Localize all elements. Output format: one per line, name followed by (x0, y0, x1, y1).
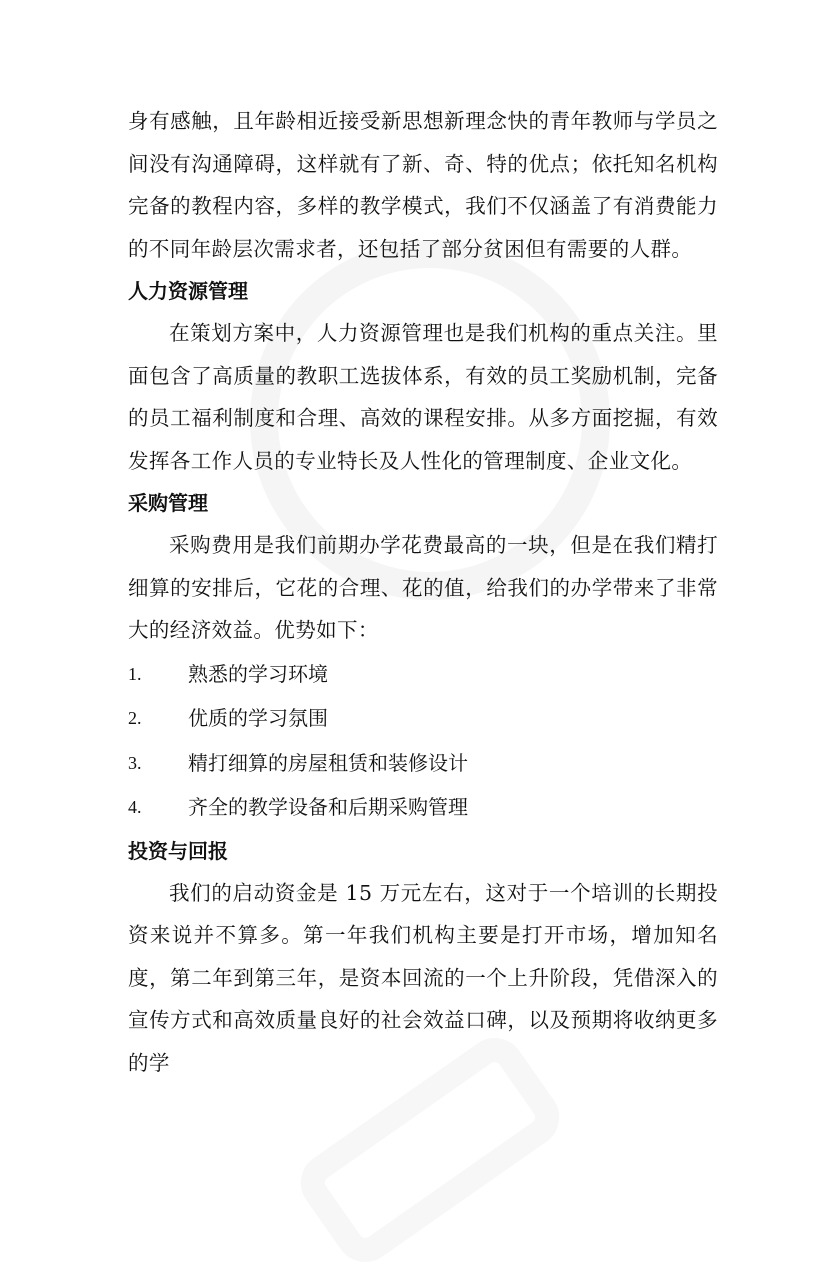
purchase-paragraph: 采购费用是我们前期办学花费最高的一块，但是在我们精打细算的安排后，它花的合理、花的值，给我们的办学带来了非常大的经济效益。优势如下： (128, 533, 718, 642)
list-text: 优质的学习氛围 (188, 706, 328, 730)
list-item (128, 741, 718, 786)
purchase-heading: 采购管理 (128, 491, 208, 515)
list-number: 3. (128, 752, 142, 773)
hr-paragraph: 在策划方案中，人力资源管理也是我们机构的重点关注。里面包含了高质量的教职工选拔体系，有效的员工奖励机制，完备的员工福利制度和合理、高效的课程安排。从多方面挖掘，有效发挥各工作人员的专业特长及人性化的管理制度、企业文化。 (128, 321, 718, 473)
list-text: 齐全的教学设备和后期采购管理 (188, 795, 468, 819)
hr-heading: 人力资源管理 (128, 279, 248, 303)
list-number: 2. (128, 708, 142, 728)
list-number: 1. (128, 663, 142, 684)
list-text: 精打细算的房屋租赁和装修设计 (188, 750, 468, 775)
invest-paragraph: 我们的启动资金是 15 万元左右，这对于一个培训的长期投资来说并不算多。第一年我们机构主要是打开市场，增加知名度，第二年到第三年，是资本回流的一个上升阶段，凭借深入的宣传方式和高效质量良好的社会效益口碑，以及预期将收纳更多的学 (128, 880, 718, 1075)
advantages-list (128, 652, 718, 830)
list-item (128, 785, 718, 830)
list-item (128, 652, 718, 697)
document-page (128, 100, 718, 1084)
list-number: 4. (128, 797, 142, 817)
list-text: 熟悉的学习环境 (188, 661, 328, 686)
list-item (128, 696, 718, 741)
intro-paragraph: 身有感触，且年龄相近接受新思想新理念快的青年教师与学员之间没有沟通障碍，这样就有了新、奇、特的优点；依托知名机构完备的教程内容，多样的教学模式，我们不仅涵盖了有消费能力的不同年龄层次需求者，还包括了部分贫困但有需要的人群。 (128, 109, 718, 261)
invest-heading: 投资与回报 (128, 838, 228, 863)
